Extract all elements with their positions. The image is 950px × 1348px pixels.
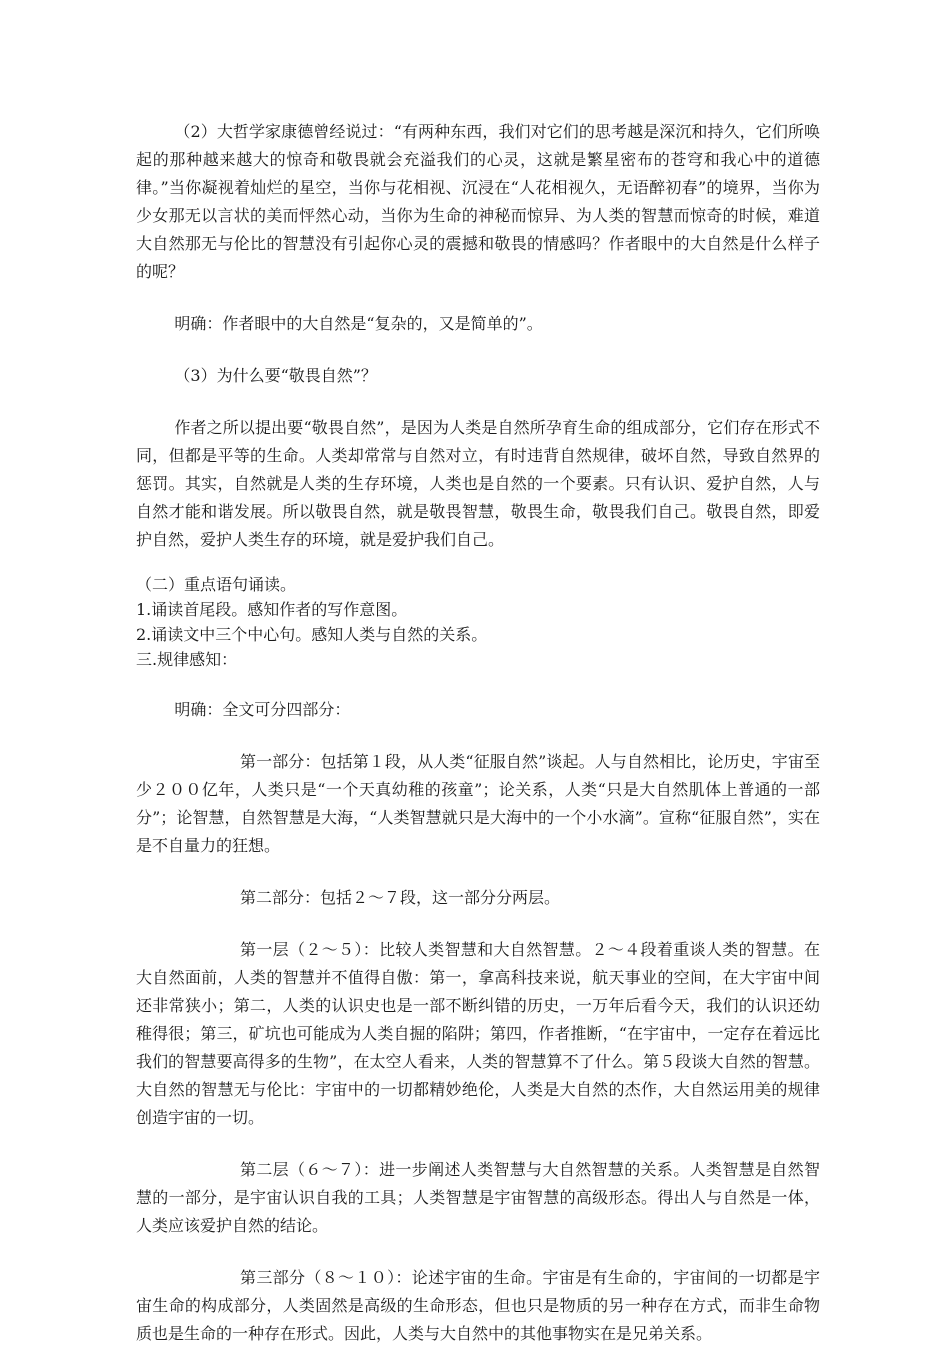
list-item-read-ends: 1.诵读首尾段。感知作者的写作意图。 xyxy=(136,600,408,619)
document-page xyxy=(136,118,820,1348)
paragraph-layer-one: 第一层（２～５）：比较人类智慧和大自然智慧。２～４段着重谈人类的智慧。在大自然面前，人类的智慧并不值得自傲：第一，拿高科技来说，航天事业的空间，在大宇宙中间还非常狭小；第二，人类的认识史也是一部不断纠错的历史，一万年后看今天，我们的认识还幼稚得很；第三，矿坑也可能成为人类自掘的陷阱；第四，作者推断，“在宇宙中，一定存在着远比我们的智慧要高得多的生物”，在太空人看来，人类的智慧算不了什么。第５段谈大自然的智慧。大自然的智慧无与伦比：宇宙中的一切都精妙绝伦，人类是大自然的杰作，大自然运用美的规律创造宇宙的一切。 xyxy=(136,940,820,1127)
section-heading-reading: （二）重点语句诵读。 xyxy=(136,575,297,594)
paragraph-answer-nature: 明确：作者眼中的大自然是“复杂的，又是简单的”。 xyxy=(174,314,543,333)
paragraph-layer-two: 第二层（６～７）：进一步阐述人类智慧与大自然智慧的关系。人类智慧是自然智慧的一部分，是宇宙认识自我的工具；人类智慧是宇宙智慧的高级形态。得出人与自然是一体，人类应该爱护自然的结论。 xyxy=(136,1160,820,1235)
section-heading-structure: 三.规律感知： xyxy=(136,650,238,669)
paragraph-kant-quote: （2）大哲学家康德曾经说过：“有两种东西，我们对它们的思考越是深沉和持久，它们所唤起的那种越来越大的惊奇和敬畏就会充溢我们的心灵，这就是繁星密布的苍穹和我心中的道德律。”当你凝视着灿烂的星空，当你与花相视、沉浸在“人花相视久，无语醉初春”的境界，当你为少女那无以言状的美而怦然心动，当你为生命的神秘而惊异、为人类的智慧而惊奇的时候，难道大自然那无与伦比的智慧没有引起你心灵的震撼和敬畏的情感吗？作者眼中的大自然是什么样子的呢？ xyxy=(136,122,820,281)
list-item-read-central: 2.诵读文中三个中心句。感知人类与自然的关系。 xyxy=(136,625,488,644)
paragraph-question-why: （3）为什么要“敬畏自然”？ xyxy=(174,366,377,385)
paragraph-reason-awe: 作者之所以提出要“敬畏自然”，是因为人类是自然所孕育生命的组成部分，它们存在形式不同，但都是平等的生命。人类却常常与自然对立，有时违背自然规律，破坏自然，导致自然界的惩罚。其实，自然就是人类的生存环境，人类也是自然的一个要素。只有认识、爱护自然，人与自然才能和谐发展。所以敬畏自然，就是敬畏智慧，敬畏生命，敬畏我们自己。敬畏自然，即爱护自然，爱护人类生存的环境，就是爱护我们自己。 xyxy=(136,418,820,549)
paragraph-part-one: 第一部分：包括第１段，从人类“征服自然”谈起。人与自然相比，论历史，宇宙至少２００亿年，人类只是“一个天真幼稚的孩童”；论关系，人类“只是大自然肌体上普通的一部分”；论智慧，自然智慧是大海，“人类智慧就只是大海中的一个小水滴”。宣称“征服自然”，实在是不自量力的狂想。 xyxy=(136,752,820,855)
paragraph-four-parts: 明确：全文可分四部分： xyxy=(174,700,351,719)
paragraph-part-three: 第三部分（８～１０）：论述宇宙的生命。宇宙是有生命的，宇宙间的一切都是宇宙生命的构成部分，人类固然是高级的生命形态，但也只是物质的另一种存在方式，而非生命物质也是生命的一种存在形式。因此，人类与大自然中的其他事物实在是兄弟关系。 xyxy=(136,1268,820,1343)
paragraph-part-two: 第二部分：包括２～７段，这一部分分两层。 xyxy=(240,888,561,907)
reading-section xyxy=(136,572,820,672)
